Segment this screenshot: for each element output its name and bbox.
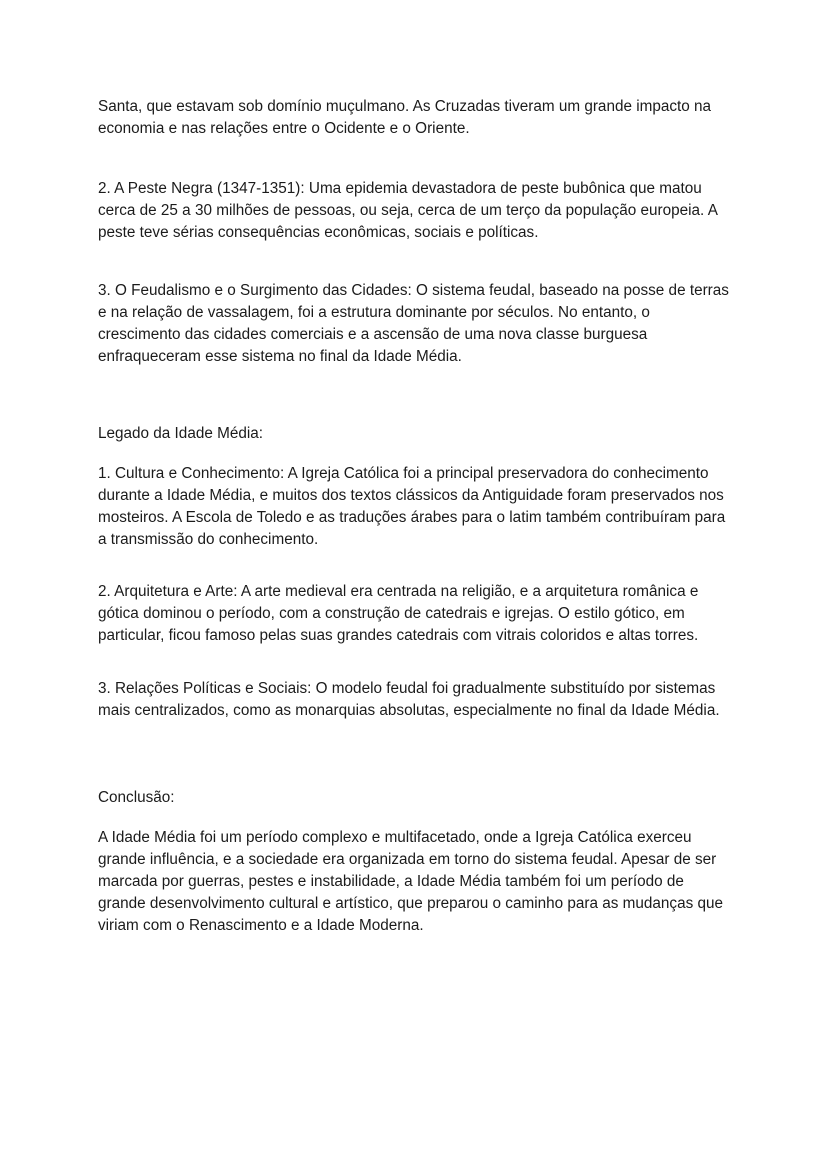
body-paragraph-peste-negra: 2. A Peste Negra (1347-1351): Uma epidemia devastadora de peste bubônica que matou cerca de 25 a 30 milhões de pessoas, ou seja, cerca de um terço da população europeia. A peste teve sérias consequências econômicas, sociais e políticas.: [98, 180, 718, 241]
section-heading-conclusao: Conclusão:: [98, 789, 175, 806]
body-paragraph-feudalismo: 3. O Feudalismo e o Surgimento das Cidades: O sistema feudal, baseado na posse de terras e na relação de vassalagem, foi a estrutura dominante por séculos. No entanto, o crescimento das cidades comerciais e a ascensão de uma nova classe burguesa enfraqueceram esse sistema no final da Idade Média.: [98, 282, 729, 365]
body-paragraph-relacoes-politicas: 3. Relações Políticas e Sociais: O modelo feudal foi gradualmente substituído por sistemas mais centralizados, como as monarquias absolutas, especialmente no final da Idade Média.: [98, 680, 720, 719]
body-paragraph-cultura-conhecimento: 1. Cultura e Conhecimento: A Igreja Católica foi a principal preservadora do conhecimento durante a Idade Média, e muitos dos textos clássicos da Antiguidade foram preservados nos mosteiros. A Escola de Toledo e as traduções árabes para o latim também contribuíram para a transmissão do conhecimento.: [98, 465, 726, 548]
body-paragraph-arquitetura-arte: 2. Arquitetura e Arte: A arte medieval era centrada na religião, e a arquitetura românica e gótica dominou o período, com a construção de catedrais e igrejas. O estilo gótico, em particular, ficou famoso pelas suas grandes catedrais com vitrais coloridos e altas torres.: [98, 583, 699, 644]
section-heading-legado: Legado da Idade Média:: [98, 425, 264, 442]
body-paragraph-cruzadas: Santa, que estavam sob domínio muçulmano. As Cruzadas tiveram um grande impacto na economia e nas relações entre o Ocidente e o Oriente.: [98, 98, 712, 137]
body-paragraph-conclusao: A Idade Média foi um período complexo e multifacetado, onde a Igreja Católica exerceu grande influência, e a sociedade era organizada em torno do sistema feudal. Apesar de ser marcada por guerras, pestes e instabilidade, a Idade Média também foi um período de grande desenvolvimento cultural e artístico, que preparou o caminho para as mudanças que viriam com o Renascimento e a Idade Moderna.: [98, 829, 723, 934]
